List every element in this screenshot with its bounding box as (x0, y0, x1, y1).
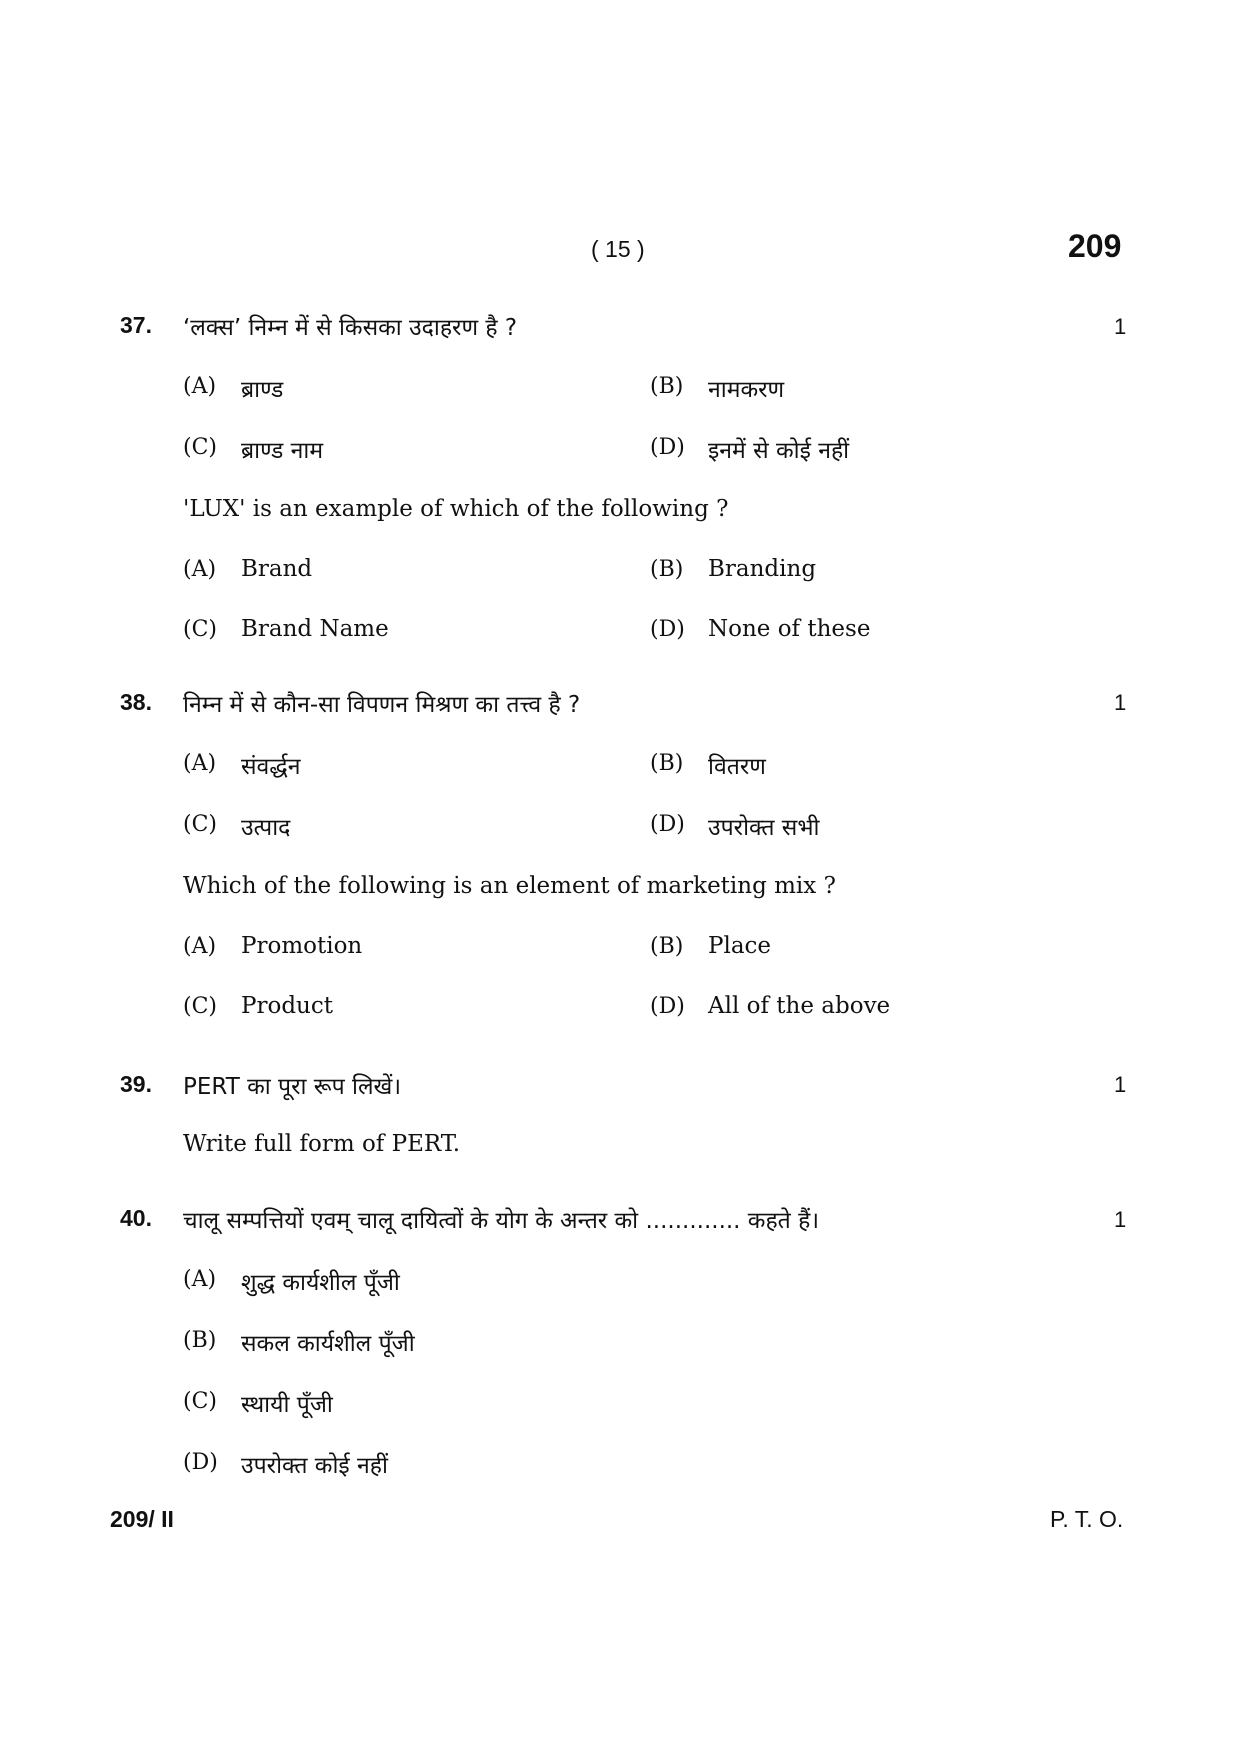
option-text: None of these (708, 616, 871, 642)
option-label: (A) (183, 557, 217, 582)
option-label: (C) (183, 1389, 217, 1414)
option-label: (C) (183, 994, 217, 1019)
question-marks: 1 (1114, 1207, 1127, 1232)
question-marks: 1 (1114, 314, 1127, 339)
option-label: (B) (650, 751, 684, 776)
option-label: (B) (650, 557, 684, 582)
option-label: (B) (183, 1328, 217, 1353)
option-text: नामकरण (708, 377, 785, 403)
question-text-english: Write full form of PERT. (183, 1131, 461, 1157)
option-label: (D) (650, 435, 685, 460)
question-text-hindi: PERT का पूरा रूप लिखें। (183, 1074, 402, 1100)
option-label: (C) (183, 435, 217, 460)
option-label: (D) (183, 1450, 218, 1475)
option-label: (D) (650, 812, 685, 837)
option-text: संवर्द्धन (241, 754, 301, 780)
option-label: (C) (183, 812, 217, 837)
option-label: (A) (183, 374, 217, 399)
option-text: ब्राण्ड (241, 377, 284, 403)
option-label: (D) (650, 617, 685, 642)
option-text: शुद्ध कार्यशील पूँजी (241, 1270, 400, 1296)
question-marks: 1 (1114, 690, 1127, 715)
footer-paper-code: 209/ II (110, 1506, 174, 1532)
option-label: (B) (650, 934, 684, 959)
option-text: Product (241, 993, 333, 1019)
question-number: 40. (120, 1205, 152, 1231)
question-number: 38. (120, 689, 152, 715)
option-text: स्थायी पूँजी (241, 1392, 333, 1418)
option-label: (A) (183, 934, 217, 959)
option-label: (C) (183, 617, 217, 642)
option-text: Brand Name (241, 616, 389, 642)
option-text: वितरण (708, 754, 766, 780)
question-text-hindi: ‘लक्स’ निम्न में से किसका उदाहरण है ? (183, 315, 518, 341)
option-text: इनमें से कोई नहीं (708, 438, 850, 464)
option-label: (A) (183, 751, 217, 776)
question-text-english: 'LUX' is an example of which of the following ? (183, 496, 729, 522)
option-text: उत्पाद (241, 815, 291, 841)
option-text: Branding (708, 556, 817, 582)
question-marks: 1 (1114, 1072, 1127, 1097)
paper-code-header: 209 (1068, 228, 1122, 264)
option-text: उपरोक्त सभी (708, 815, 820, 841)
page-number: ( 15 ) (591, 236, 645, 262)
option-label: (A) (183, 1267, 217, 1292)
option-text: Brand (241, 556, 313, 582)
option-text: Promotion (241, 933, 363, 959)
question-number: 37. (120, 312, 152, 338)
option-text: उपरोक्त कोई नहीं (241, 1453, 388, 1479)
option-text: All of the above (708, 993, 891, 1019)
option-label: (D) (650, 994, 685, 1019)
option-text: ब्राण्ड नाम (241, 438, 324, 464)
option-text: सकल कार्यशील पूँजी (241, 1331, 415, 1357)
question-text-english: Which of the following is an element of marketing mix ? (183, 873, 836, 899)
footer-pto: P. T. O. (1050, 1506, 1124, 1532)
option-text: Place (708, 933, 772, 959)
question-number: 39. (120, 1071, 152, 1097)
option-label: (B) (650, 374, 684, 399)
question-text-hindi: निम्न में से कौन-सा विपणन मिश्रण का तत्त्व है ? (183, 692, 581, 718)
question-text-hindi: चालू सम्पत्तियों एवम् चालू दायित्वों के योग के अन्तर को ............. कहते हैं। (183, 1208, 820, 1234)
